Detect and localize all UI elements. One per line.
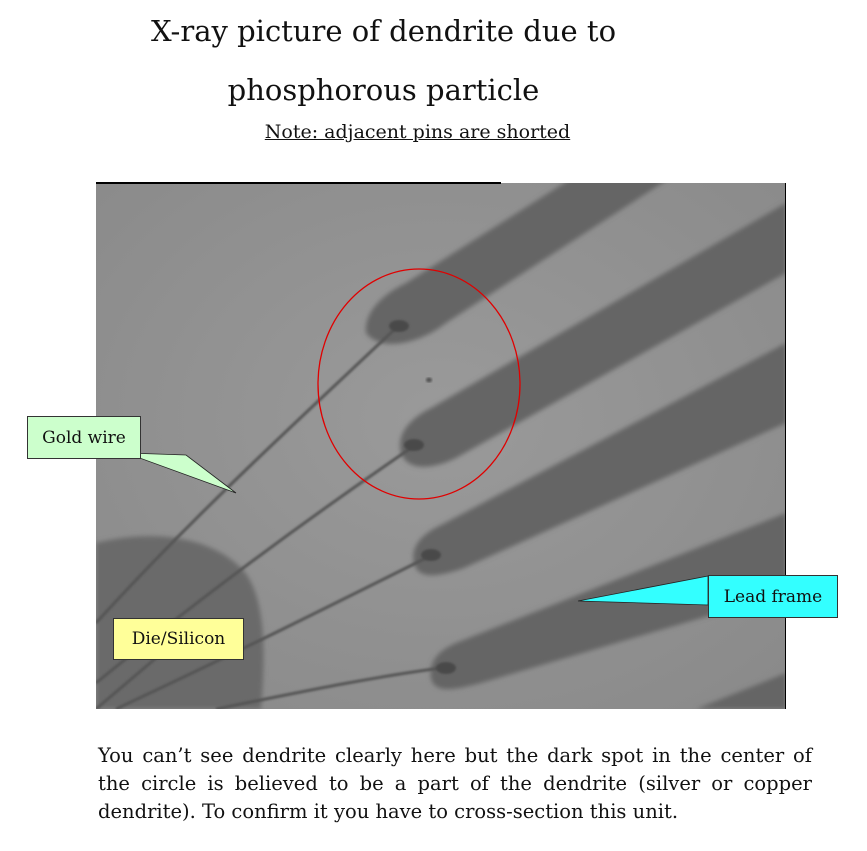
page-title-line2: phosphorous particle xyxy=(227,73,540,107)
image-top-border xyxy=(96,182,501,184)
gold-wire-callout xyxy=(27,416,141,459)
bond-ball-1 xyxy=(389,320,409,332)
image-right-border xyxy=(785,183,786,709)
description-text: You can’t see dendrite clearly here but the dark spot in the center of the circle is believed to be a part of the dendrite (silver or copper dendrite). To confirm it you have to cross-section this unit. xyxy=(98,744,812,823)
die-silicon-callout xyxy=(113,618,244,660)
bond-ball-2 xyxy=(404,439,424,451)
note xyxy=(0,121,867,143)
note-text: Note: adjacent pins are shorted xyxy=(264,121,571,143)
page-title-line1: X-ray picture of dendrite due to xyxy=(150,14,617,48)
lead-frame-label: Lead frame xyxy=(723,586,823,607)
dendrite-spot xyxy=(426,378,432,383)
lead-frame-callout xyxy=(708,575,838,618)
die-silicon-label: Die/Silicon xyxy=(131,629,226,649)
bond-ball-3 xyxy=(421,549,441,561)
gold-wire-label: Gold wire xyxy=(42,427,126,448)
bond-ball-4 xyxy=(436,662,456,674)
